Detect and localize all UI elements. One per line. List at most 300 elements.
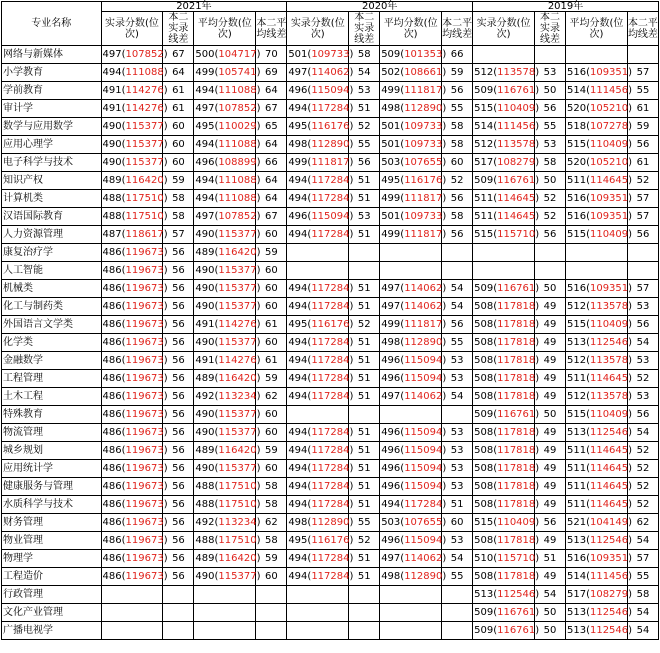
avg-score-cell [565, 550, 633, 568]
rank-paren-close: ) [349, 534, 354, 546]
actual-rank: 108279 [497, 156, 536, 168]
table-row [2, 406, 659, 424]
actual-diff: 67 [163, 46, 194, 64]
avg-score-cell [194, 226, 261, 244]
avg-score: 494 [195, 174, 215, 186]
actual-score: 512 [474, 66, 494, 78]
avg-rank: 114062 [404, 282, 443, 294]
actual-diff: 51 [349, 568, 380, 586]
actual-score: 486 [102, 264, 122, 276]
actual-rank: 116176 [311, 120, 350, 132]
rank-paren-open: ( [121, 228, 126, 240]
avg-score: 502 [381, 66, 401, 78]
rank-paren-close: ) [442, 570, 447, 582]
rank-paren-close: ) [535, 84, 540, 96]
rank-paren-open: ( [586, 552, 590, 564]
avg-score: 496 [381, 354, 401, 366]
avg-diff: 59 [256, 442, 287, 460]
avg-score: 509 [381, 48, 401, 60]
avg-score: 496 [381, 534, 401, 546]
rank-paren-close: ) [535, 210, 540, 222]
major-name: 健康服务与管理 [2, 478, 102, 496]
rank-paren-close: ) [349, 156, 354, 168]
table-row [2, 298, 659, 316]
actual-score: 494 [288, 174, 308, 186]
actual-diff: 58 [163, 208, 194, 226]
rank-paren-close: ) [442, 516, 447, 528]
rank-paren-close: ) [256, 210, 261, 222]
actual-diff: 51 [349, 442, 380, 460]
avg-rank: 109351 [589, 552, 629, 564]
rank-paren-close: ) [163, 66, 168, 78]
avg-diff: 65 [256, 118, 287, 136]
avg-score: 497 [381, 282, 401, 294]
avg-diff: 55 [627, 82, 658, 100]
rank-paren-close: ) [163, 390, 168, 402]
rank-paren-open: ( [214, 372, 219, 384]
rank-paren-close: ) [535, 228, 540, 240]
empty-cell [442, 262, 473, 280]
actual-score-cell [473, 478, 540, 496]
actual-diff: 51 [349, 424, 380, 442]
avg-rank: 112546 [589, 336, 629, 348]
avg-score: 520 [566, 102, 587, 114]
actual-rank: 119673 [125, 408, 164, 420]
table-row [2, 604, 659, 622]
avg-rank: 111088 [218, 84, 257, 96]
empty-cell [287, 262, 349, 280]
avg-score: 513 [566, 426, 587, 438]
avg-rank: 113234 [218, 390, 257, 402]
actual-score-cell [287, 136, 354, 154]
major-name: 机械类 [2, 280, 102, 298]
rank-paren-open: ( [214, 48, 219, 60]
empty-cell [163, 622, 194, 640]
avg-score: 521 [566, 516, 587, 528]
avg-diff: 57 [627, 550, 658, 568]
avg-score-cell [565, 136, 633, 154]
actual-score-cell [473, 190, 540, 208]
actual-diff-header: 本二实录线差 [163, 12, 194, 46]
actual-score: 496 [288, 84, 308, 96]
rank-paren-open: ( [400, 444, 405, 456]
actual-score: 513 [474, 588, 494, 600]
rank-paren-close: ) [535, 444, 540, 456]
avg-rank: 117284 [404, 498, 443, 510]
actual-score: 486 [102, 426, 122, 438]
avg-score-cell [565, 622, 633, 640]
rank-paren-close: ) [256, 174, 261, 186]
rank-paren-open: ( [121, 138, 126, 150]
avg-rank: 104717 [218, 48, 257, 60]
empty-cell [349, 622, 380, 640]
avg-diff: 56 [627, 136, 658, 154]
avg-score: 499 [381, 84, 401, 96]
rank-paren-close: ) [442, 174, 447, 186]
rank-paren-open: ( [493, 372, 498, 384]
actual-score: 486 [102, 390, 122, 402]
rank-paren-open: ( [121, 84, 126, 96]
empty-cell [380, 244, 442, 262]
empty-cell [442, 586, 473, 604]
rank-paren-open: ( [214, 570, 219, 582]
avg-score: 512 [566, 354, 587, 366]
rank-paren-open: ( [493, 534, 498, 546]
actual-score: 510 [474, 552, 494, 564]
avg-diff: 58 [256, 496, 287, 514]
actual-diff: 50 [535, 622, 566, 640]
actual-rank: 119673 [125, 390, 164, 402]
table-row [2, 118, 659, 136]
rank-paren-close: ) [628, 606, 633, 618]
rank-paren-close: ) [628, 318, 633, 330]
rank-paren-open: ( [586, 408, 590, 420]
actual-score: 508 [474, 498, 494, 510]
avg-score-cell [194, 496, 261, 514]
actual-rank: 117284 [311, 228, 350, 240]
actual-diff: 51 [349, 172, 380, 190]
avg-score: 490 [195, 570, 215, 582]
avg-score: 517 [566, 588, 587, 600]
avg-rank: 105210 [589, 156, 629, 168]
actual-diff: 51 [535, 550, 566, 568]
avg-diff: 62 [256, 514, 287, 532]
avg-score-cell [565, 298, 633, 316]
avg-score-cell [194, 514, 261, 532]
avg-diff-header: 本二平均线差 [256, 12, 287, 46]
sub-header-row [2, 12, 659, 46]
rank-paren-open: ( [121, 282, 126, 294]
actual-rank: 115094 [311, 84, 350, 96]
rank-paren-close: ) [535, 516, 540, 528]
actual-rank: 117510 [125, 192, 164, 204]
rank-paren-close: ) [535, 372, 540, 384]
avg-rank: 115094 [404, 480, 443, 492]
major-name: 城乡规划 [2, 442, 102, 460]
rank-paren-close: ) [442, 372, 447, 384]
rank-paren-close: ) [256, 336, 261, 348]
avg-diff: 59 [627, 118, 658, 136]
rank-paren-close: ) [163, 120, 168, 132]
rank-paren-open: ( [493, 66, 498, 78]
empty-cell [442, 244, 473, 262]
actual-diff: 50 [535, 604, 566, 622]
rank-paren-open: ( [400, 66, 405, 78]
avg-score-cell [565, 226, 633, 244]
avg-score-cell [565, 442, 633, 460]
actual-rank: 115377 [125, 138, 164, 150]
avg-score: 489 [195, 444, 215, 456]
table-row [2, 622, 659, 640]
actual-score-cell [101, 118, 168, 136]
actual-rank: 119673 [125, 336, 164, 348]
rank-paren-close: ) [628, 174, 633, 186]
actual-score: 487 [102, 228, 122, 240]
actual-rank: 117284 [311, 480, 350, 492]
actual-score-header: 实录分数(位次) [473, 12, 535, 46]
avg-diff: 52 [627, 460, 658, 478]
actual-score-cell [101, 388, 168, 406]
actual-rank: 117818 [497, 498, 536, 510]
avg-rank: 111088 [218, 192, 257, 204]
actual-diff: 50 [535, 172, 566, 190]
rank-paren-open: ( [493, 516, 498, 528]
rank-paren-close: ) [628, 534, 633, 546]
avg-score-cell [380, 190, 447, 208]
actual-rank: 117284 [311, 426, 350, 438]
actual-score-cell [473, 172, 540, 190]
actual-score: 486 [102, 480, 122, 492]
rank-paren-close: ) [535, 606, 540, 618]
table-row [2, 208, 659, 226]
rank-paren-close: ) [442, 462, 447, 474]
actual-score-cell [473, 424, 540, 442]
major-name: 化学类 [2, 334, 102, 352]
empty-cell [535, 244, 566, 262]
rank-paren-open: ( [493, 480, 498, 492]
actual-diff: 50 [535, 280, 566, 298]
actual-score: 508 [474, 444, 494, 456]
avg-diff: 53 [442, 370, 473, 388]
rank-paren-close: ) [628, 444, 633, 456]
table-row [2, 370, 659, 388]
avg-score-cell [565, 352, 633, 370]
actual-rank: 116176 [311, 534, 350, 546]
rank-paren-open: ( [493, 84, 498, 96]
rank-paren-close: ) [256, 66, 261, 78]
avg-rank: 110409 [589, 138, 629, 150]
actual-score: 508 [474, 318, 494, 330]
actual-score: 494 [288, 372, 308, 384]
avg-score-cell [194, 442, 261, 460]
avg-score-cell [194, 388, 261, 406]
rank-paren-open: ( [121, 390, 126, 402]
avg-score: 489 [195, 552, 215, 564]
major-name: 汉语国际教育 [2, 208, 102, 226]
actual-rank: 117818 [497, 372, 536, 384]
major-name: 知识产权 [2, 172, 102, 190]
avg-diff: 54 [442, 298, 473, 316]
avg-score: 492 [195, 516, 215, 528]
avg-diff: 53 [442, 424, 473, 442]
rank-paren-close: ) [535, 390, 540, 402]
actual-diff: 56 [163, 550, 194, 568]
rank-paren-open: ( [121, 534, 126, 546]
actual-score: 508 [474, 570, 494, 582]
rank-paren-open: ( [121, 120, 126, 132]
actual-score-header: 实录分数(位次) [101, 12, 163, 46]
avg-score-cell [194, 262, 261, 280]
avg-rank: 108279 [589, 588, 629, 600]
actual-rank: 119673 [125, 498, 164, 510]
avg-diff: 53 [442, 478, 473, 496]
rank-paren-close: ) [256, 516, 261, 528]
table-row [2, 532, 659, 550]
actual-score-cell [473, 298, 540, 316]
avg-diff: 54 [627, 424, 658, 442]
avg-rank: 115377 [218, 426, 257, 438]
rank-paren-open: ( [493, 426, 498, 438]
rank-paren-close: ) [628, 336, 633, 348]
major-name: 化工与制药类 [2, 298, 102, 316]
rank-paren-open: ( [307, 462, 312, 474]
avg-score: 494 [195, 138, 215, 150]
avg-diff: 57 [627, 280, 658, 298]
actual-score: 508 [474, 462, 494, 474]
actual-score-cell [473, 496, 540, 514]
actual-score: 488 [102, 210, 122, 222]
rank-paren-close: ) [628, 120, 633, 132]
avg-score-cell [380, 388, 447, 406]
actual-score-cell [473, 532, 540, 550]
actual-score: 508 [474, 372, 494, 384]
actual-diff: 52 [535, 208, 566, 226]
avg-score-cell [380, 118, 447, 136]
major-name: 行政管理 [2, 586, 102, 604]
avg-diff: 58 [442, 136, 473, 154]
actual-score: 486 [102, 534, 122, 546]
avg-diff: 58 [442, 118, 473, 136]
avg-rank: 115377 [218, 336, 257, 348]
rank-paren-close: ) [163, 480, 168, 492]
avg-diff: 55 [442, 100, 473, 118]
actual-diff: 53 [535, 64, 566, 82]
actual-score-cell [101, 100, 168, 118]
rank-paren-close: ) [256, 390, 261, 402]
rank-paren-open: ( [121, 174, 126, 186]
actual-score: 494 [288, 192, 308, 204]
actual-score-cell [101, 334, 168, 352]
actual-score-cell [473, 334, 540, 352]
actual-diff: 51 [349, 496, 380, 514]
major-name: 康复治疗学 [2, 244, 102, 262]
rank-paren-open: ( [586, 372, 590, 384]
avg-diff: 61 [256, 352, 287, 370]
rank-paren-close: ) [256, 282, 261, 294]
actual-score-cell [287, 190, 354, 208]
actual-diff: 56 [163, 298, 194, 316]
rank-paren-close: ) [163, 552, 168, 564]
actual-diff: 56 [163, 388, 194, 406]
rank-paren-open: ( [214, 480, 219, 492]
avg-score-cell [565, 496, 633, 514]
actual-diff: 49 [535, 316, 566, 334]
rank-paren-open: ( [586, 102, 590, 114]
rank-paren-open: ( [493, 282, 498, 294]
rank-paren-close: ) [163, 48, 168, 60]
avg-rank: 115377 [218, 462, 257, 474]
avg-rank: 115094 [404, 372, 443, 384]
avg-rank: 115377 [218, 408, 257, 420]
year-header-row [2, 2, 659, 12]
rank-paren-close: ) [442, 552, 447, 564]
rank-paren-open: ( [493, 156, 498, 168]
avg-score: 512 [566, 390, 587, 402]
empty-cell [349, 244, 380, 262]
rank-paren-close: ) [256, 156, 261, 168]
actual-diff: 59 [163, 172, 194, 190]
empty-cell [349, 406, 380, 424]
rank-paren-open: ( [493, 120, 498, 132]
rank-paren-open: ( [400, 156, 405, 168]
rank-paren-open: ( [493, 336, 498, 348]
rank-paren-close: ) [535, 174, 540, 186]
avg-diff: 53 [442, 352, 473, 370]
rank-paren-open: ( [586, 534, 590, 546]
avg-score: 516 [566, 192, 587, 204]
avg-score-cell [194, 190, 261, 208]
actual-diff: 49 [535, 298, 566, 316]
actual-rank: 119673 [125, 264, 164, 276]
avg-rank: 114062 [404, 300, 443, 312]
actual-score: 514 [474, 120, 494, 132]
rank-paren-open: ( [493, 408, 498, 420]
avg-diff: 67 [256, 100, 287, 118]
actual-rank: 119673 [125, 480, 164, 492]
empty-cell [256, 604, 287, 622]
rank-paren-close: ) [349, 120, 354, 132]
actual-rank: 118617 [125, 228, 164, 240]
rank-paren-open: ( [121, 372, 126, 384]
rank-paren-open: ( [586, 318, 590, 330]
actual-diff: 56 [163, 514, 194, 532]
rank-paren-open: ( [307, 174, 312, 186]
actual-diff: 50 [535, 406, 566, 424]
rank-paren-open: ( [307, 516, 312, 528]
rank-paren-close: ) [442, 336, 447, 348]
avg-diff: 64 [256, 190, 287, 208]
rank-paren-close: ) [442, 192, 447, 204]
rank-paren-open: ( [121, 192, 126, 204]
rank-paren-open: ( [400, 174, 405, 186]
actual-diff: 61 [163, 100, 194, 118]
rank-paren-open: ( [214, 282, 219, 294]
actual-diff: 52 [349, 316, 380, 334]
actual-diff: 56 [163, 316, 194, 334]
actual-rank: 117818 [497, 300, 536, 312]
avg-rank: 112890 [404, 102, 443, 114]
avg-rank: 114645 [589, 174, 629, 186]
rank-paren-close: ) [535, 354, 540, 366]
rank-paren-open: ( [121, 246, 126, 258]
actual-rank: 113578 [497, 66, 536, 78]
rank-paren-close: ) [256, 534, 261, 546]
actual-score-cell [101, 172, 168, 190]
avg-diff: 59 [442, 64, 473, 82]
rank-paren-open: ( [307, 354, 312, 366]
rank-paren-close: ) [535, 498, 540, 510]
avg-score: 513 [566, 606, 587, 618]
rank-paren-close: ) [628, 462, 633, 474]
actual-score-cell [101, 496, 168, 514]
avg-rank: 109733 [404, 138, 443, 150]
empty-cell [194, 586, 256, 604]
avg-diff: 57 [627, 208, 658, 226]
actual-score-cell [101, 514, 168, 532]
major-name: 物流管理 [2, 424, 102, 442]
actual-rank: 116761 [497, 606, 536, 618]
rank-paren-close: ) [442, 138, 447, 150]
actual-rank: 116761 [497, 624, 536, 636]
rank-paren-open: ( [493, 624, 498, 636]
rank-paren-open: ( [121, 300, 126, 312]
rank-paren-open: ( [586, 570, 590, 582]
avg-rank: 107852 [218, 102, 257, 114]
actual-score: 515 [474, 102, 494, 114]
rank-paren-close: ) [349, 372, 354, 384]
avg-score-cell [565, 334, 633, 352]
major-name: 物理学 [2, 550, 102, 568]
